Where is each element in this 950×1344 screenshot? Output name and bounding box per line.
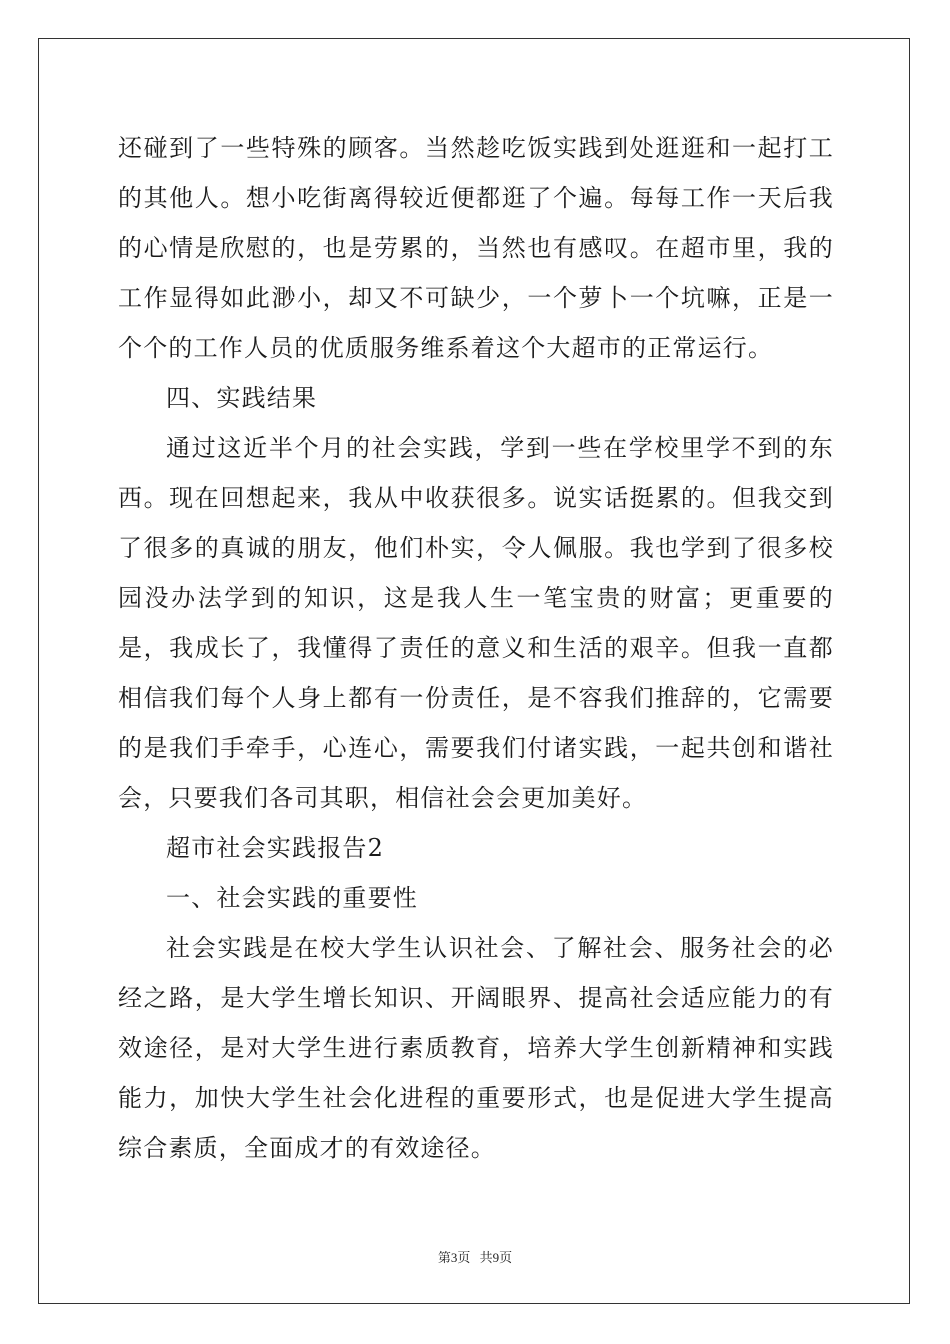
paragraph-results: 通过这近半个月的社会实践，学到一些在学校里学不到的东西。现在回想起来，我从中收获很多。说实话挺累的。但我交到了很多的真诚的朋友，他们朴实，令人佩服。我也学到了很多校园没办法学到的知识，这是我人生一笔宝贵的财富；更重要的是，我成长了，我懂得了责任的意义和生活的艰辛。但我一直都相信我们每个人身上都有一份责任，是不容我们推辞的，它需要的是我们手牵手，心连心，需要我们付诸实践，一起共创和谐社会，只要我们各司其职，相信社会会更加美好。 xyxy=(118,434,834,812)
paragraph-continuation: 还碰到了一些特殊的顾客。当然趁吃饭实践到处逛逛和一起打工的其他人。想小吃街离得较近便都逛了个遍。每每工作一天后我的心情是欣慰的，也是劳累的，当然也有感叹。在超市里，我的工作显得如此渺小，却又不可缺少，一个萝卜一个坑嘛，正是一个个的工作人员的优质服务维系着这个大超市的正常运行。 xyxy=(118,134,834,362)
page-footer xyxy=(0,1247,950,1266)
section-heading-importance: 一、社会实践的重要性 xyxy=(166,884,418,912)
page-number: 第3页 xyxy=(437,1250,471,1265)
report-title-2: 超市社会实践报告2 xyxy=(166,834,385,862)
section-heading-results: 四、实践结果 xyxy=(166,384,318,412)
paragraph-importance: 社会实践是在校大学生认识社会、了解社会、服务社会的必经之路，是大学生增长知识、开阔眼界、提高社会适应能力的有效途径，是对大学生进行素质教育，培养大学生创新精神和实践能力，加快大学生社会化进程的重要形式，也是促进大学生提高综合素质，全面成才的有效途径。 xyxy=(118,934,834,1162)
document-body xyxy=(118,123,834,1173)
page-total: 共9页 xyxy=(479,1250,513,1265)
